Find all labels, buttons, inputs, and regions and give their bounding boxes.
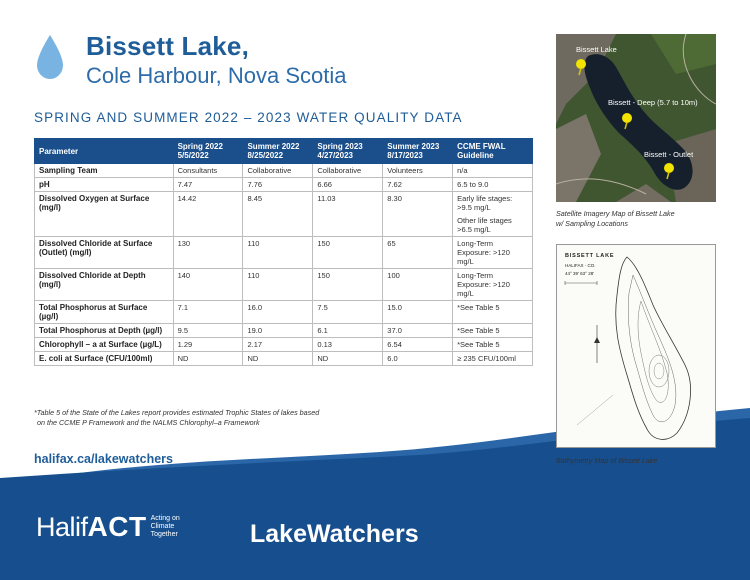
table-row xyxy=(35,164,533,178)
guideline-text: Long-Term Exposure: >120 mg/L xyxy=(457,271,510,298)
value-cell: 6.54 xyxy=(383,338,453,352)
bathymetry-map-caption: Bathymetry Map of Bissett Lake xyxy=(556,456,658,465)
value-cell: ND xyxy=(243,352,313,366)
table-row xyxy=(35,338,533,352)
value-cell: 150 xyxy=(313,237,383,269)
map-pin-icon xyxy=(662,162,676,180)
caption-line: w/ Sampling Locations xyxy=(556,219,628,228)
table-row xyxy=(35,301,533,324)
guideline-text: Long-Term Exposure: >120 mg/L xyxy=(457,239,510,266)
value-cell: 7.76 xyxy=(243,178,313,192)
value-cell: 7.1 xyxy=(173,301,243,324)
table-row xyxy=(35,192,533,237)
value-cell: ND xyxy=(313,352,383,366)
footnote-line: *Table 5 of the State of the Lakes report provides estimated Trophic States of lakes based xyxy=(34,408,320,417)
sample-site-label: Bissett - Deep (5.7 to 10m) xyxy=(608,98,698,107)
guideline-text: *See Table 5 xyxy=(457,326,500,335)
table-row xyxy=(35,324,533,338)
value-cell: Volunteers xyxy=(383,164,453,178)
parameter-cell: E. coli at Surface (CFU/100ml) xyxy=(35,352,174,366)
logo-tagline-line: Climate xyxy=(150,523,175,530)
value-cell: Collaborative xyxy=(313,164,383,178)
value-cell: 2.17 xyxy=(243,338,313,352)
parameter-cell: Chlorophyll – a at Surface (µg/L) xyxy=(35,338,174,352)
logo-tagline-line: Acting on xyxy=(150,515,180,522)
value-cell: 8.45 xyxy=(243,192,313,237)
value-cell: 110 xyxy=(243,237,313,269)
section-subtitle: SPRING AND SUMMER 2022 – 2023 WATER QUALITY DATA xyxy=(34,110,463,125)
table-row xyxy=(35,178,533,192)
value-cell: 150 xyxy=(313,269,383,301)
parameter-cell: Dissolved Oxygen at Surface (mg/l) xyxy=(35,192,174,237)
value-cell: 37.0 xyxy=(383,324,453,338)
value-cell: 65 xyxy=(383,237,453,269)
sample-site-label: Bissett Lake xyxy=(576,45,617,54)
parameter-cell: Dissolved Chloride at Surface (Outlet) (mg/l) xyxy=(35,237,174,269)
guideline-cell xyxy=(453,352,533,366)
header-date: 4/27/2023 xyxy=(317,151,353,160)
value-cell: 130 xyxy=(173,237,243,269)
header-cell xyxy=(173,139,243,164)
water-drop-icon xyxy=(34,33,66,81)
guideline-text: *See Table 5 xyxy=(457,340,500,349)
bathy-map-subtitle: HALIFAX · CO. xyxy=(565,263,596,268)
header-label: Spring 2022 xyxy=(177,142,223,151)
parameter-cell: Total Phosphorus at Surface (µg/l) xyxy=(35,301,174,324)
header-cell xyxy=(383,139,453,164)
bathy-map-coords: 44° 39' 63° 28' xyxy=(565,271,595,276)
guideline-text: Early life stages: >9.5 mg/L xyxy=(457,194,513,212)
header-label: CCME FWAL xyxy=(457,142,506,151)
caption-line: Satellite Imagery Map of Bissett Lake xyxy=(556,209,675,218)
value-cell: 1.29 xyxy=(173,338,243,352)
value-cell: 15.0 xyxy=(383,301,453,324)
water-quality-table xyxy=(34,138,533,366)
value-cell: 7.47 xyxy=(173,178,243,192)
logo-halif-text: Halif xyxy=(36,512,88,542)
satellite-map-image xyxy=(556,34,716,202)
table-row xyxy=(35,352,533,366)
parameter-cell: pH xyxy=(35,178,174,192)
value-cell: Consultants xyxy=(173,164,243,178)
header-label: Spring 2023 xyxy=(317,142,363,151)
value-cell: 7.5 xyxy=(313,301,383,324)
value-cell: 14.42 xyxy=(173,192,243,237)
value-cell: 100 xyxy=(383,269,453,301)
table-header-row xyxy=(35,139,533,164)
guideline-cell xyxy=(453,192,533,237)
value-cell: 0.13 xyxy=(313,338,383,352)
header-label: Summer 2023 xyxy=(387,142,440,151)
header-cell xyxy=(313,139,383,164)
header-cell xyxy=(453,139,533,164)
header-date: Guideline xyxy=(457,151,494,160)
value-cell: 11.03 xyxy=(313,192,383,237)
logo-act-text: ACT xyxy=(87,511,147,542)
parameter-cell: Sampling Team xyxy=(35,164,174,178)
parameter-cell: Dissolved Chloride at Depth (mg/l) xyxy=(35,269,174,301)
parameter-cell: Total Phosphorus at Depth (µg/l) xyxy=(35,324,174,338)
header-date: 8/25/2022 xyxy=(247,151,284,160)
table-body xyxy=(35,164,533,366)
value-cell: 8.30 xyxy=(383,192,453,237)
guideline-text: ≥ 235 CFU/100ml xyxy=(457,354,516,363)
guideline-text: n/a xyxy=(457,166,468,175)
value-cell: 16.0 xyxy=(243,301,313,324)
value-cell: 6.1 xyxy=(313,324,383,338)
guideline-text: *See Table 5 xyxy=(457,303,500,312)
halifact-logo xyxy=(36,513,195,541)
value-cell: Collaborative xyxy=(243,164,313,178)
guideline-cell xyxy=(453,178,533,192)
header-cell xyxy=(35,139,174,164)
footnote-line: on the CCME P Framework and the NALMS Chlorophyl–a Framework xyxy=(37,418,260,427)
bathymetry-map-image xyxy=(556,244,716,448)
page-title: Bissett Lake, xyxy=(86,31,250,61)
sample-site-label: Bissett - Outlet xyxy=(644,150,694,159)
header-label: Summer 2022 xyxy=(247,142,300,151)
map-pin-icon xyxy=(574,58,588,76)
logo-tagline xyxy=(151,515,195,539)
table-row xyxy=(35,237,533,269)
value-cell: ND xyxy=(173,352,243,366)
guideline-cell xyxy=(453,237,533,269)
guideline-cell xyxy=(453,269,533,301)
header-cell xyxy=(243,139,313,164)
lakewatchers-brand: LakeWatchers xyxy=(250,520,419,548)
value-cell: 7.62 xyxy=(383,178,453,192)
table-row xyxy=(35,269,533,301)
value-cell: 6.0 xyxy=(383,352,453,366)
map-pin-icon xyxy=(620,112,634,130)
value-cell: 6.66 xyxy=(313,178,383,192)
guideline-cell xyxy=(453,164,533,178)
value-cell: 110 xyxy=(243,269,313,301)
guideline-cell xyxy=(453,324,533,338)
guideline-text: 6.5 to 9.0 xyxy=(457,180,489,189)
guideline-cell xyxy=(453,338,533,352)
page-location: Cole Harbour, Nova Scotia xyxy=(86,63,347,88)
guideline-text: Other life stages >6.5 mg/L xyxy=(457,216,512,234)
header-date: 8/17/2023 xyxy=(387,151,423,160)
bathy-map-title: BISSETT LAKE xyxy=(565,253,615,259)
satellite-map-caption xyxy=(556,209,726,229)
value-cell: 19.0 xyxy=(243,324,313,338)
value-cell: 140 xyxy=(173,269,243,301)
logo-tagline-line: Together xyxy=(150,531,178,538)
guideline-cell xyxy=(453,301,533,324)
header-date: 5/5/2022 xyxy=(177,151,209,160)
value-cell: 9.5 xyxy=(173,324,243,338)
table-footnote xyxy=(34,408,474,428)
header-label: Parameter xyxy=(39,146,79,156)
lakewatchers-link[interactable]: halifax.ca/lakewatchers xyxy=(34,452,173,466)
